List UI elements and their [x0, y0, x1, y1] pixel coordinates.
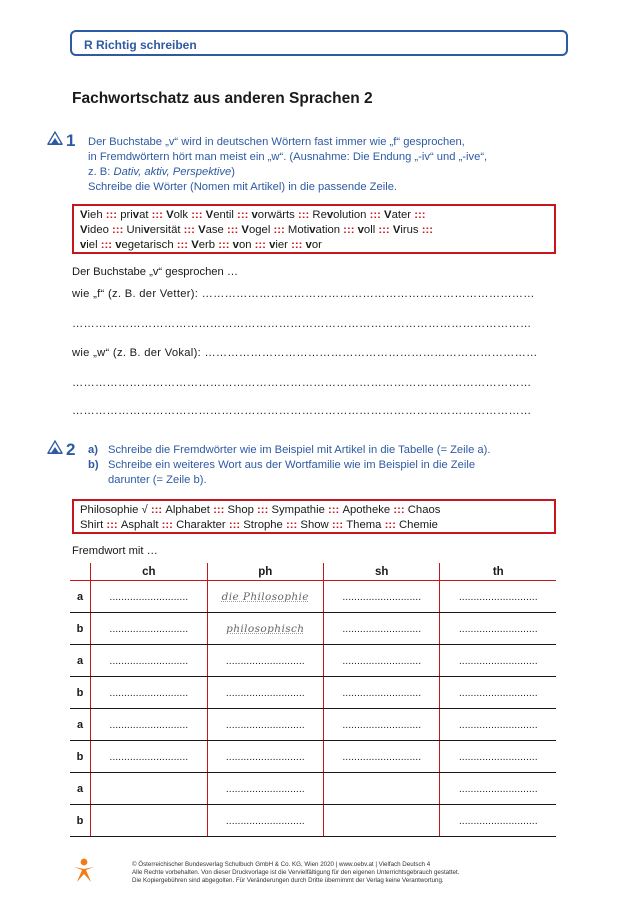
column-header: sh [324, 563, 440, 581]
word-separator: ::: [223, 224, 242, 236]
word-line [80, 503, 548, 518]
word-item: Shop [227, 504, 254, 516]
page-title: Fachwortschatz aus anderen Sprachen 2 [72, 90, 373, 107]
task-number: 1 [66, 131, 76, 150]
word-item: Universität [126, 224, 181, 236]
table-row [70, 709, 556, 741]
word-separator: ::: [294, 209, 313, 221]
word-separator: ::: [103, 519, 121, 531]
word-separator: ::: [366, 209, 385, 221]
row-label: a [70, 773, 91, 805]
word-item: Sympathie [271, 504, 325, 516]
word-separator: ::: [102, 209, 121, 221]
word-item: Verb [191, 239, 216, 251]
table-row [70, 613, 556, 645]
word-box [72, 204, 556, 254]
word-separator: ::: [390, 504, 408, 516]
word-item: Chemie [399, 519, 438, 531]
word-separator: ::: [108, 224, 127, 236]
word-item: voll [357, 224, 376, 236]
word-separator: ::: [270, 224, 288, 236]
word-line [80, 518, 548, 533]
word-line [80, 223, 548, 238]
word-separator: ::: [411, 209, 429, 221]
footer-copyright: © Österreichischer Bundesverlag Schulbuch GmbH & Co. KG, Wien 2020 | www.oebv.at | Vielfach Deutsch 4 Alle Rechte vorbehalten. Von dieser Druckvorlage ist die Vervielfältigung für den eigenen Unterrichtsgebrauch gestattet. Die Kopiergebühren sind abgegolten. Für Veränderungen durch Dritte übernimmt der Verlag keine Verantwortung. [132, 861, 460, 884]
answer-cell[interactable]: ........................... [207, 709, 323, 741]
answer-cell [324, 805, 440, 837]
task-instruction: Der Buchstabe „v“ wird in deutschen Wörtern fast immer wie „f“ gesprochen, in Fremdwörtern hört man meist ein „w“. (Ausnahme: Die Endung „-iv“ und „-ive“, z. B: Dativ, aktiv, Perspektive) Schreibe die Wörter (Nomen mit Artikel) in die passende Zeile. [88, 136, 488, 193]
word-item: von [232, 239, 252, 251]
word-item: Vogel [241, 224, 271, 236]
word-separator: ::: [233, 209, 252, 221]
word-item: Revolution [312, 209, 367, 221]
word-separator: ::: [209, 504, 228, 516]
word-item: Alphabet [165, 504, 210, 516]
word-item: Motivation [287, 224, 341, 236]
answer-cell [91, 773, 207, 805]
word-item: Thema [346, 519, 382, 531]
word-line [80, 208, 548, 223]
answer-cell[interactable]: ........................... [324, 613, 440, 645]
difficulty-triangle-icon [47, 130, 63, 146]
word-item: Video [80, 224, 109, 236]
answer-cell[interactable]: ........................... [207, 805, 323, 837]
column-header: ph [207, 563, 323, 581]
row-label: b [70, 741, 91, 773]
word-line [80, 238, 548, 253]
word-item: Asphalt [120, 519, 159, 531]
table-row [70, 741, 556, 773]
table-row [70, 581, 556, 613]
word-item: viel [80, 239, 98, 251]
section-lead: Der Buchstabe „v“ gesprochen … [72, 266, 239, 278]
word-separator: ::: [418, 224, 437, 236]
answer-cell[interactable]: ........................... [440, 613, 556, 645]
task-number: 2 [66, 440, 76, 459]
word-item: vier [269, 239, 288, 251]
answer-cell[interactable]: ........................... [440, 709, 556, 741]
word-item: Shirt [80, 519, 104, 531]
word-separator: ::: [340, 224, 358, 236]
table-row [70, 677, 556, 709]
word-separator: ::: [97, 239, 116, 251]
oebv-logo-icon [72, 858, 96, 884]
word-item: vorwärts [251, 209, 295, 221]
chapter-header [70, 30, 568, 56]
answer-cell[interactable]: ........................... [91, 613, 207, 645]
answer-line[interactable]: ………………………………………………………………………………………………………… [72, 405, 532, 417]
word-separator: ::: [147, 504, 166, 516]
example-answer: philosophisch [226, 622, 305, 635]
word-separator: ::: [148, 209, 167, 221]
answer-line-w[interactable]: wie „w“ (z. B. der Vokal): …………………………………………………………………………… [72, 347, 538, 359]
column-header: th [440, 563, 556, 581]
answer-cell[interactable]: ........................... [324, 741, 440, 773]
answer-cell[interactable]: ........................... [207, 677, 323, 709]
answer-cell[interactable]: ........................... [324, 645, 440, 677]
word-separator: ::: [324, 504, 343, 516]
word-item: vor [305, 239, 322, 251]
answer-cell[interactable]: ........................... [91, 645, 207, 677]
row-label: b [70, 805, 91, 837]
row-label: b [70, 613, 91, 645]
word-separator: ::: [215, 239, 233, 251]
answer-cell[interactable]: ........................... [324, 581, 440, 613]
word-separator: ::: [251, 239, 270, 251]
answer-cell[interactable]: ........................... [207, 773, 323, 805]
word-item: Philosophie √ [80, 504, 148, 516]
word-item: Ventil [205, 209, 234, 221]
answer-cell[interactable]: ........................... [207, 741, 323, 773]
table-row [70, 805, 556, 837]
row-label: a [70, 645, 91, 677]
word-item: Charakter [176, 519, 226, 531]
word-separator: ::: [381, 519, 400, 531]
answer-cell [91, 805, 207, 837]
answer-cell[interactable]: ........................... [324, 677, 440, 709]
answer-cell[interactable]: ........................... [440, 645, 556, 677]
answer-cell[interactable] [207, 581, 323, 613]
answer-cell [324, 773, 440, 805]
answer-cell[interactable]: ........................... [91, 677, 207, 709]
word-item: vegetarisch [115, 239, 174, 251]
word-item: Chaos [407, 504, 441, 516]
word-separator: ::: [158, 519, 177, 531]
word-separator: ::: [253, 504, 272, 516]
column-header: ch [91, 563, 207, 581]
answer-cell[interactable]: ........................... [324, 709, 440, 741]
answer-cell[interactable]: ........................... [91, 581, 207, 613]
word-item: Show [300, 519, 329, 531]
row-label: b [70, 677, 91, 709]
example-answer: die Philosophie [221, 590, 309, 603]
word-item: Vase [198, 224, 224, 236]
table-row [70, 645, 556, 677]
word-box [72, 499, 556, 534]
answer-line-f[interactable]: wie „f“ (z. B. der Vetter): …………………………………………………………………………… [72, 288, 535, 300]
word-separator: ::: [173, 239, 192, 251]
word-separator: ::: [287, 239, 306, 251]
answer-line[interactable]: ………………………………………………………………………………………………………… [72, 377, 532, 389]
answer-label: wie „w“ (z. B. der Vokal): [72, 347, 205, 359]
answer-cell[interactable]: ........................... [440, 773, 556, 805]
word-separator: ::: [188, 209, 206, 221]
word-item: Vieh [80, 209, 103, 221]
difficulty-triangle-icon [47, 439, 63, 455]
section-lead: Fremdwort mit … [72, 545, 158, 557]
answer-cell[interactable] [207, 613, 323, 645]
word-item: privat [120, 209, 149, 221]
word-item: Vater [384, 209, 412, 221]
answer-cell[interactable]: ........................... [440, 805, 556, 837]
word-separator: ::: [282, 519, 301, 531]
answer-line[interactable]: ………………………………………………………………………………………………………… [72, 318, 532, 330]
answer-cell[interactable]: ........................... [440, 677, 556, 709]
chapter-title: R Richtig schreiben [84, 38, 197, 52]
word-separator: ::: [180, 224, 199, 236]
word-item: Strophe [243, 519, 283, 531]
answer-cell[interactable]: ........................... [440, 581, 556, 613]
word-separator: ::: [375, 224, 393, 236]
word-separator: ::: [225, 519, 244, 531]
answer-label: wie „f“ (z. B. der Vetter): [72, 288, 202, 300]
answer-cell[interactable]: ........................... [91, 709, 207, 741]
answer-table [70, 563, 556, 837]
table-row [70, 773, 556, 805]
row-label: a [70, 581, 91, 613]
answer-cell[interactable]: ........................... [91, 741, 207, 773]
word-item: Virus [392, 224, 419, 236]
task-instruction: a) Schreibe die Fremdwörter wie im Beispiel mit Artikel in die Tabelle (= Zeile a). b) Schreibe ein weiteres Wort aus der Wortfamilie wie im Beispiel in die Zeile darunter (= Zeile b). [88, 444, 491, 486]
word-item: Volk [166, 209, 189, 221]
row-label: a [70, 709, 91, 741]
word-item: Apotheke [342, 504, 391, 516]
answer-cell[interactable]: ........................... [440, 741, 556, 773]
word-separator: ::: [328, 519, 347, 531]
answer-cell[interactable]: ........................... [207, 645, 323, 677]
